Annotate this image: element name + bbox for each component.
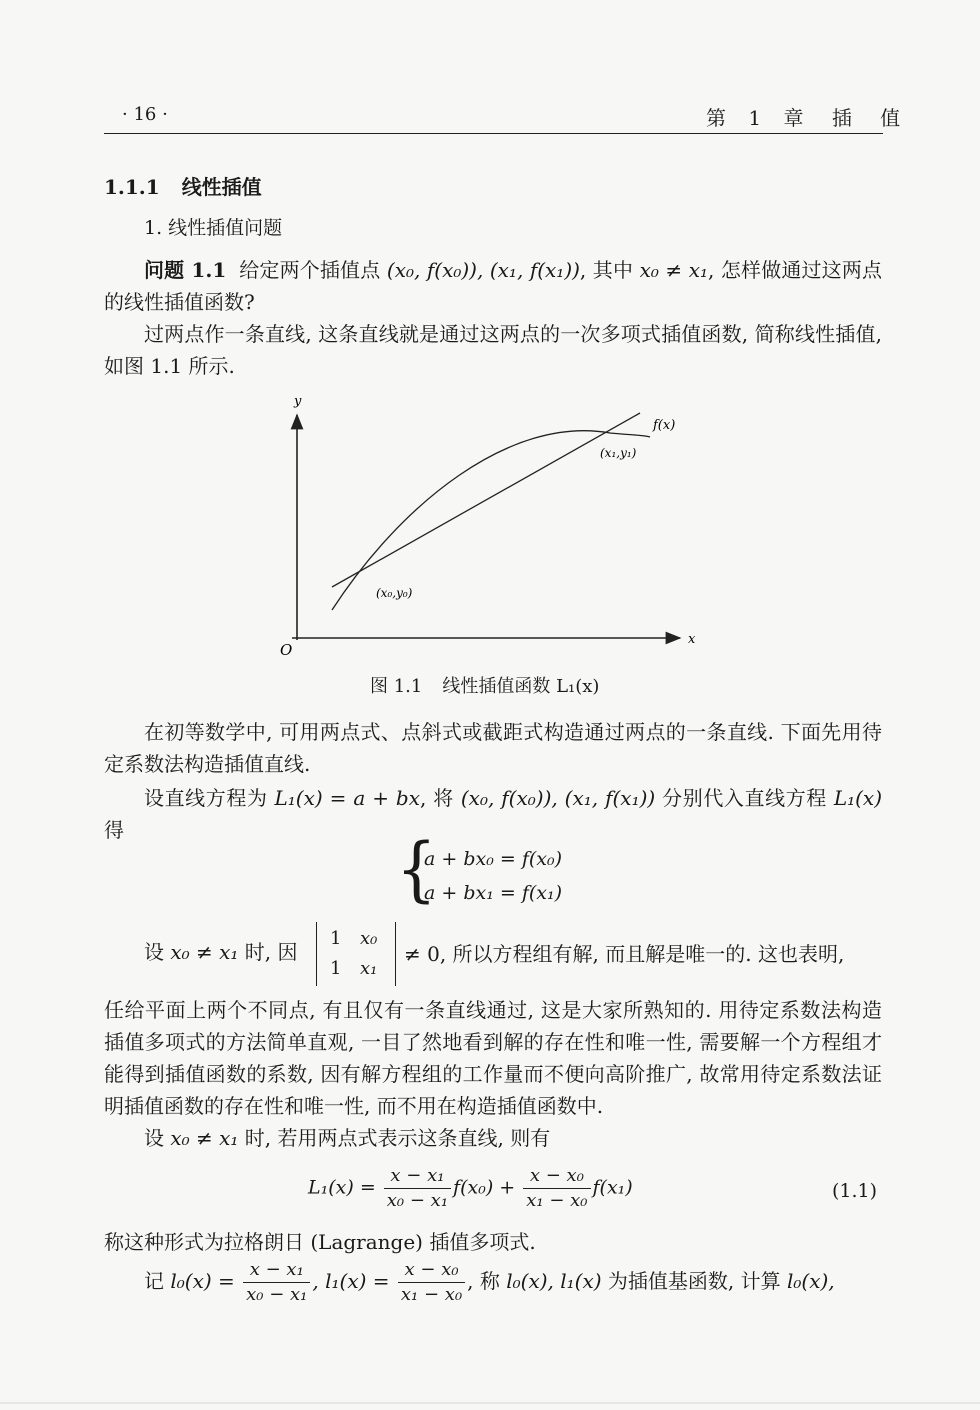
ll-fraction-1 xyxy=(243,1258,310,1307)
eq11-f1-den: x₀ − x₁ xyxy=(386,1190,449,1211)
ll-f1-num: x − x₁ xyxy=(243,1258,310,1283)
det-m11: 1 xyxy=(330,928,342,949)
system-eq-1: a + bx₀ = f(x₀) xyxy=(424,848,563,870)
figure-caption xyxy=(370,672,599,698)
figure-caption-text: 线性插值函数 L₁(x) xyxy=(442,676,600,697)
p3-l1: L₁(x) xyxy=(833,786,883,810)
x-axis-label: x xyxy=(688,632,696,647)
ll-a: 记 xyxy=(144,1269,171,1293)
paragraph-2: 在初等数学中, 可用两点式、点斜式或截距式构造通过两点的一条直线. 下面先用待定系数法构造插值直线. xyxy=(104,720,882,776)
point1-label: (x₁,y₁) xyxy=(600,446,637,460)
last-line xyxy=(144,1258,835,1307)
paragraph-1: 过两点作一条直线, 这条直线就是通过这两点的一次多项式插值函数, 简称线性插值, 如图 1.1 所示. xyxy=(104,322,882,378)
p3-c: , 将 xyxy=(420,786,461,810)
paragraph-4: 任给平面上两个不同点, 有且仅有一条直线通过, 这是大家所熟知的. 用待定系数法构造插值多项式的方法简单直观, 一目了然地看到解的存在性和唯一性, 需要解一个方程组才能得到插值函数的系数, 因有解方程组的工作量而不便向高阶推广, 故常用待定系数法证明插值函数的存在性和唯一性, 而不用在构造插值函数中. xyxy=(104,998,882,1118)
det-bar-left xyxy=(316,922,317,986)
page-number: · 16 · xyxy=(122,104,168,125)
point0-label: (x₀,y₀) xyxy=(376,586,413,600)
ll-fraction-2 xyxy=(398,1258,465,1307)
y-axis-label: y xyxy=(294,394,302,409)
p3-g: 得 xyxy=(104,818,124,842)
ll-g: l₀(x), xyxy=(787,1269,835,1293)
problem-text-e: , 怎样做通过这两点的线性插值函数? xyxy=(104,258,882,314)
paragraph-3 xyxy=(104,782,882,846)
section-number: 1.1.1 xyxy=(104,175,160,199)
eq11-fraction-2 xyxy=(523,1164,590,1213)
problem-label: 问题 1.1 xyxy=(144,258,227,282)
header-rule xyxy=(104,133,883,134)
chapter-number: 第 1 章 xyxy=(706,106,804,130)
ll-basis: l₀(x), l₁(x) xyxy=(506,1269,602,1293)
problem-points: (x₀, f(x₀)), (x₁, f(x₁)) xyxy=(386,258,580,282)
origin-label: O xyxy=(280,641,293,659)
figure-1-1 xyxy=(270,385,710,665)
page-bottom-edge xyxy=(0,1402,980,1404)
eq11-f2-den: x₁ − x₀ xyxy=(526,1190,588,1211)
problem-text-c: , 其中 xyxy=(579,258,640,282)
eq11-tail: f(x₁) xyxy=(592,1176,633,1199)
curve-label: f(x) xyxy=(653,418,676,433)
problem-text-a: 给定两个插值点 xyxy=(239,258,387,282)
ll-f2-den: x₁ − x₀ xyxy=(400,1284,463,1305)
figure-caption-number: 图 1.1 xyxy=(370,676,423,697)
ll-f: 为插值基函数, 计算 xyxy=(601,1269,787,1293)
eq11-fraction-1 xyxy=(384,1164,451,1213)
p3-line-eq: L₁(x) = a + bx xyxy=(274,786,420,810)
ll-f1-den: x₀ − x₁ xyxy=(246,1284,308,1305)
det-condition: x₀ ≠ x₁ xyxy=(170,940,239,964)
p3-e: 分别代入直线方程 xyxy=(655,786,834,810)
paragraph-6: 称这种形式为拉格朗日 (Lagrange) 插值多项式. xyxy=(104,1230,536,1254)
eq11-f1-num: x − x₁ xyxy=(384,1164,451,1189)
det-prefix-c: 时, 因 xyxy=(238,940,298,964)
ll-l0: l₀(x) = xyxy=(170,1269,235,1293)
p5-condition: x₀ ≠ x₁ xyxy=(170,1126,239,1150)
problem-statement xyxy=(104,254,882,318)
chapter-header xyxy=(700,102,900,131)
section-heading xyxy=(104,171,262,200)
p3-points: (x₀, f(x₀)), (x₁, f(x₁)) xyxy=(460,786,656,810)
eq11-mid: f(x₀) + xyxy=(453,1176,516,1199)
det-m21: 1 xyxy=(330,958,342,979)
det-m12: x₀ xyxy=(360,928,378,949)
p3-a: 设直线方程为 xyxy=(144,786,275,810)
equation-1-1 xyxy=(308,1164,633,1213)
left-brace: { xyxy=(396,829,437,911)
p5-a: 设 xyxy=(144,1126,171,1150)
det-m22: x₁ xyxy=(360,958,378,979)
problem-condition: x₀ ≠ x₁ xyxy=(639,258,709,282)
interpolation-line xyxy=(332,413,640,587)
system-eq-2: a + bx₁ = f(x₁) xyxy=(424,882,563,904)
ll-f2-num: x − x₀ xyxy=(398,1258,465,1283)
ll-d: , 称 xyxy=(467,1269,507,1293)
subsection-heading: 1. 线性插值问题 xyxy=(144,217,283,239)
chapter-title-char-2: 值 xyxy=(880,106,901,130)
eq11-lhs: L₁(x) = xyxy=(308,1176,376,1199)
det-bar-right xyxy=(395,922,396,986)
section-title: 线性插值 xyxy=(181,175,262,199)
paragraph-5 xyxy=(104,1122,882,1154)
chapter-title-char-1: 插 xyxy=(831,106,852,130)
det-prefix-a: 设 xyxy=(144,940,171,964)
det-line-suffix: ≠ 0, 所以方程组有解, 而且解是唯一的. 这也表明, xyxy=(404,942,845,966)
equation-number: (1.1) xyxy=(832,1180,878,1202)
p5-c: 时, 若用两点式表示这条直线, 则有 xyxy=(238,1126,551,1150)
det-line-prefix xyxy=(144,936,298,965)
ll-l1: , l₁(x) = xyxy=(312,1269,390,1293)
eq11-f2-num: x − x₀ xyxy=(523,1164,590,1189)
